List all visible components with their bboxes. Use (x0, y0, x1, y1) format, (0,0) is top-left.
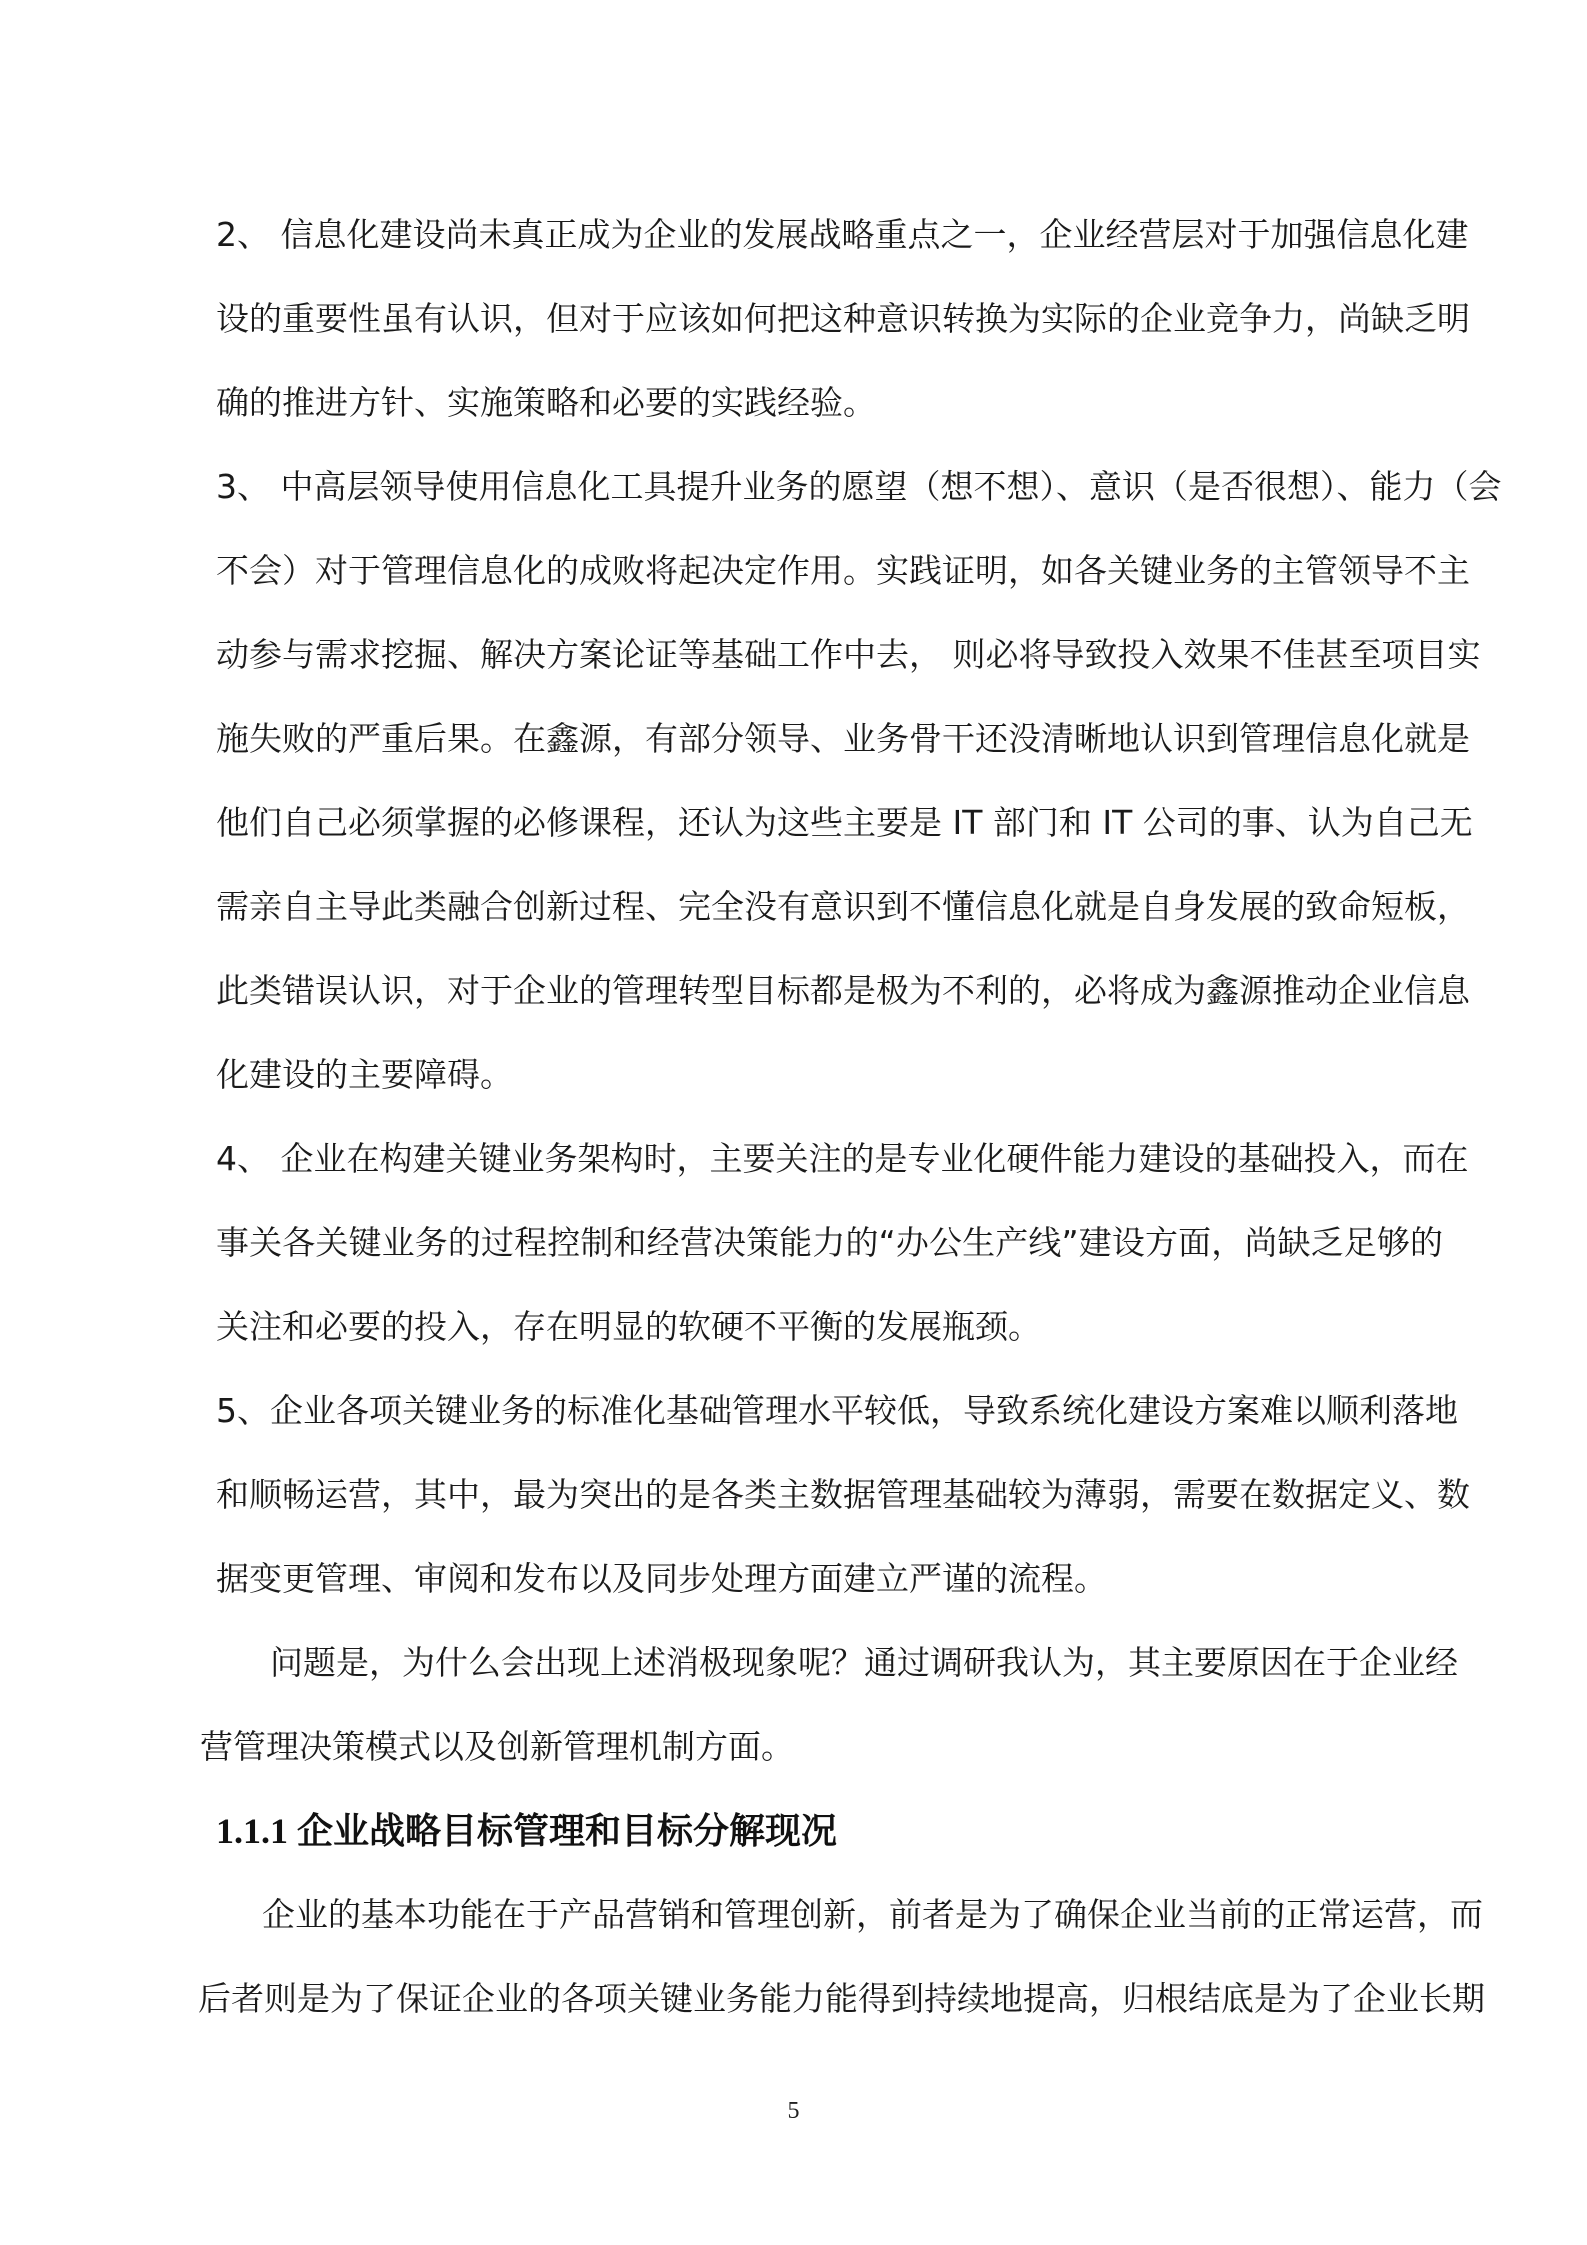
text-line: 设的重要性虽有认识，但对于应该如何把这种意识转换为实际的企业竞争力，尚缺乏明 (216, 299, 1470, 338)
text-line: 营管理决策模式以及创新管理机制方面。 (200, 1727, 794, 1766)
text-line: 关注和必要的投入，存在明显的软硬不平衡的发展瓶颈。 (216, 1307, 1041, 1346)
text-line: 后者则是为了保证企业的各项关键业务能力能得到持续地提高，归根结底是为了企业长期 (198, 1979, 1485, 2018)
text-line: 确的推进方针、实施策略和必要的实践经验。 (216, 383, 876, 422)
text-line: 事关各关键业务的过程控制和经营决策能力的“办公生产线”建设方面，尚缺乏足够的 (216, 1223, 1443, 1262)
text-line: 企业的基本功能在于产品营销和管理创新，前者是为了确保企业当前的正常运营，而 (262, 1895, 1483, 1934)
text-line: 他们自己必须掌握的必修课程，还认为这些主要是 IT 部门和 IT 公司的事、认为自己无 (216, 803, 1473, 842)
text-line: 5、企业各项关键业务的标准化基础管理水平较低，导致系统化建设方案难以顺利落地 (216, 1391, 1458, 1430)
text-line: 3、 中高层领导使用信息化工具提升业务的愿望（想不想）、意识（是否很想）、能力（会 (216, 467, 1502, 506)
text-line: 2、 信息化建设尚未真正成为企业的发展战略重点之一，企业经营层对于加强信息化建 (216, 215, 1469, 254)
text-line: 问题是，为什么会出现上述消极现象呢？通过调研我认为，其主要原因在于企业经 (270, 1643, 1458, 1682)
text-line: 据变更管理、审阅和发布以及同步处理方面建立严谨的流程。 (216, 1559, 1107, 1598)
text-line: 施失败的严重后果。在鑫源，有部分领导、业务骨干还没清晰地认识到管理信息化就是 (216, 719, 1470, 758)
text-line: 4、 企业在构建关键业务架构时，主要关注的是专业化硬件能力建设的基础投入，而在 (216, 1139, 1469, 1178)
text-line: 和顺畅运营，其中，最为突出的是各类主数据管理基础较为薄弱，需要在数据定义、数 (216, 1475, 1470, 1514)
section-heading: 1.1.1 企业战略目标管理和目标分解现况 (216, 1811, 838, 1851)
text-line: 此类错误认识，对于企业的管理转型目标都是极为不利的，必将成为鑫源推动企业信息 (216, 971, 1470, 1010)
text-line: 化建设的主要障碍。 (216, 1055, 513, 1094)
page-number: 5 (787, 2098, 800, 2124)
document-body (0, 193, 1587, 2041)
text-line: 动参与需求挖掘、解决方案论证等基础工作中去， 则必将导致投入效果不佳甚至项目实 (216, 635, 1481, 674)
text-line: 不会）对于管理信息化的成败将起决定作用。实践证明，如各关键业务的主管领导不主 (216, 551, 1470, 590)
text-line: 需亲自主导此类融合创新过程、完全没有意识到不懂信息化就是自身发展的致命短板， (216, 887, 1470, 926)
